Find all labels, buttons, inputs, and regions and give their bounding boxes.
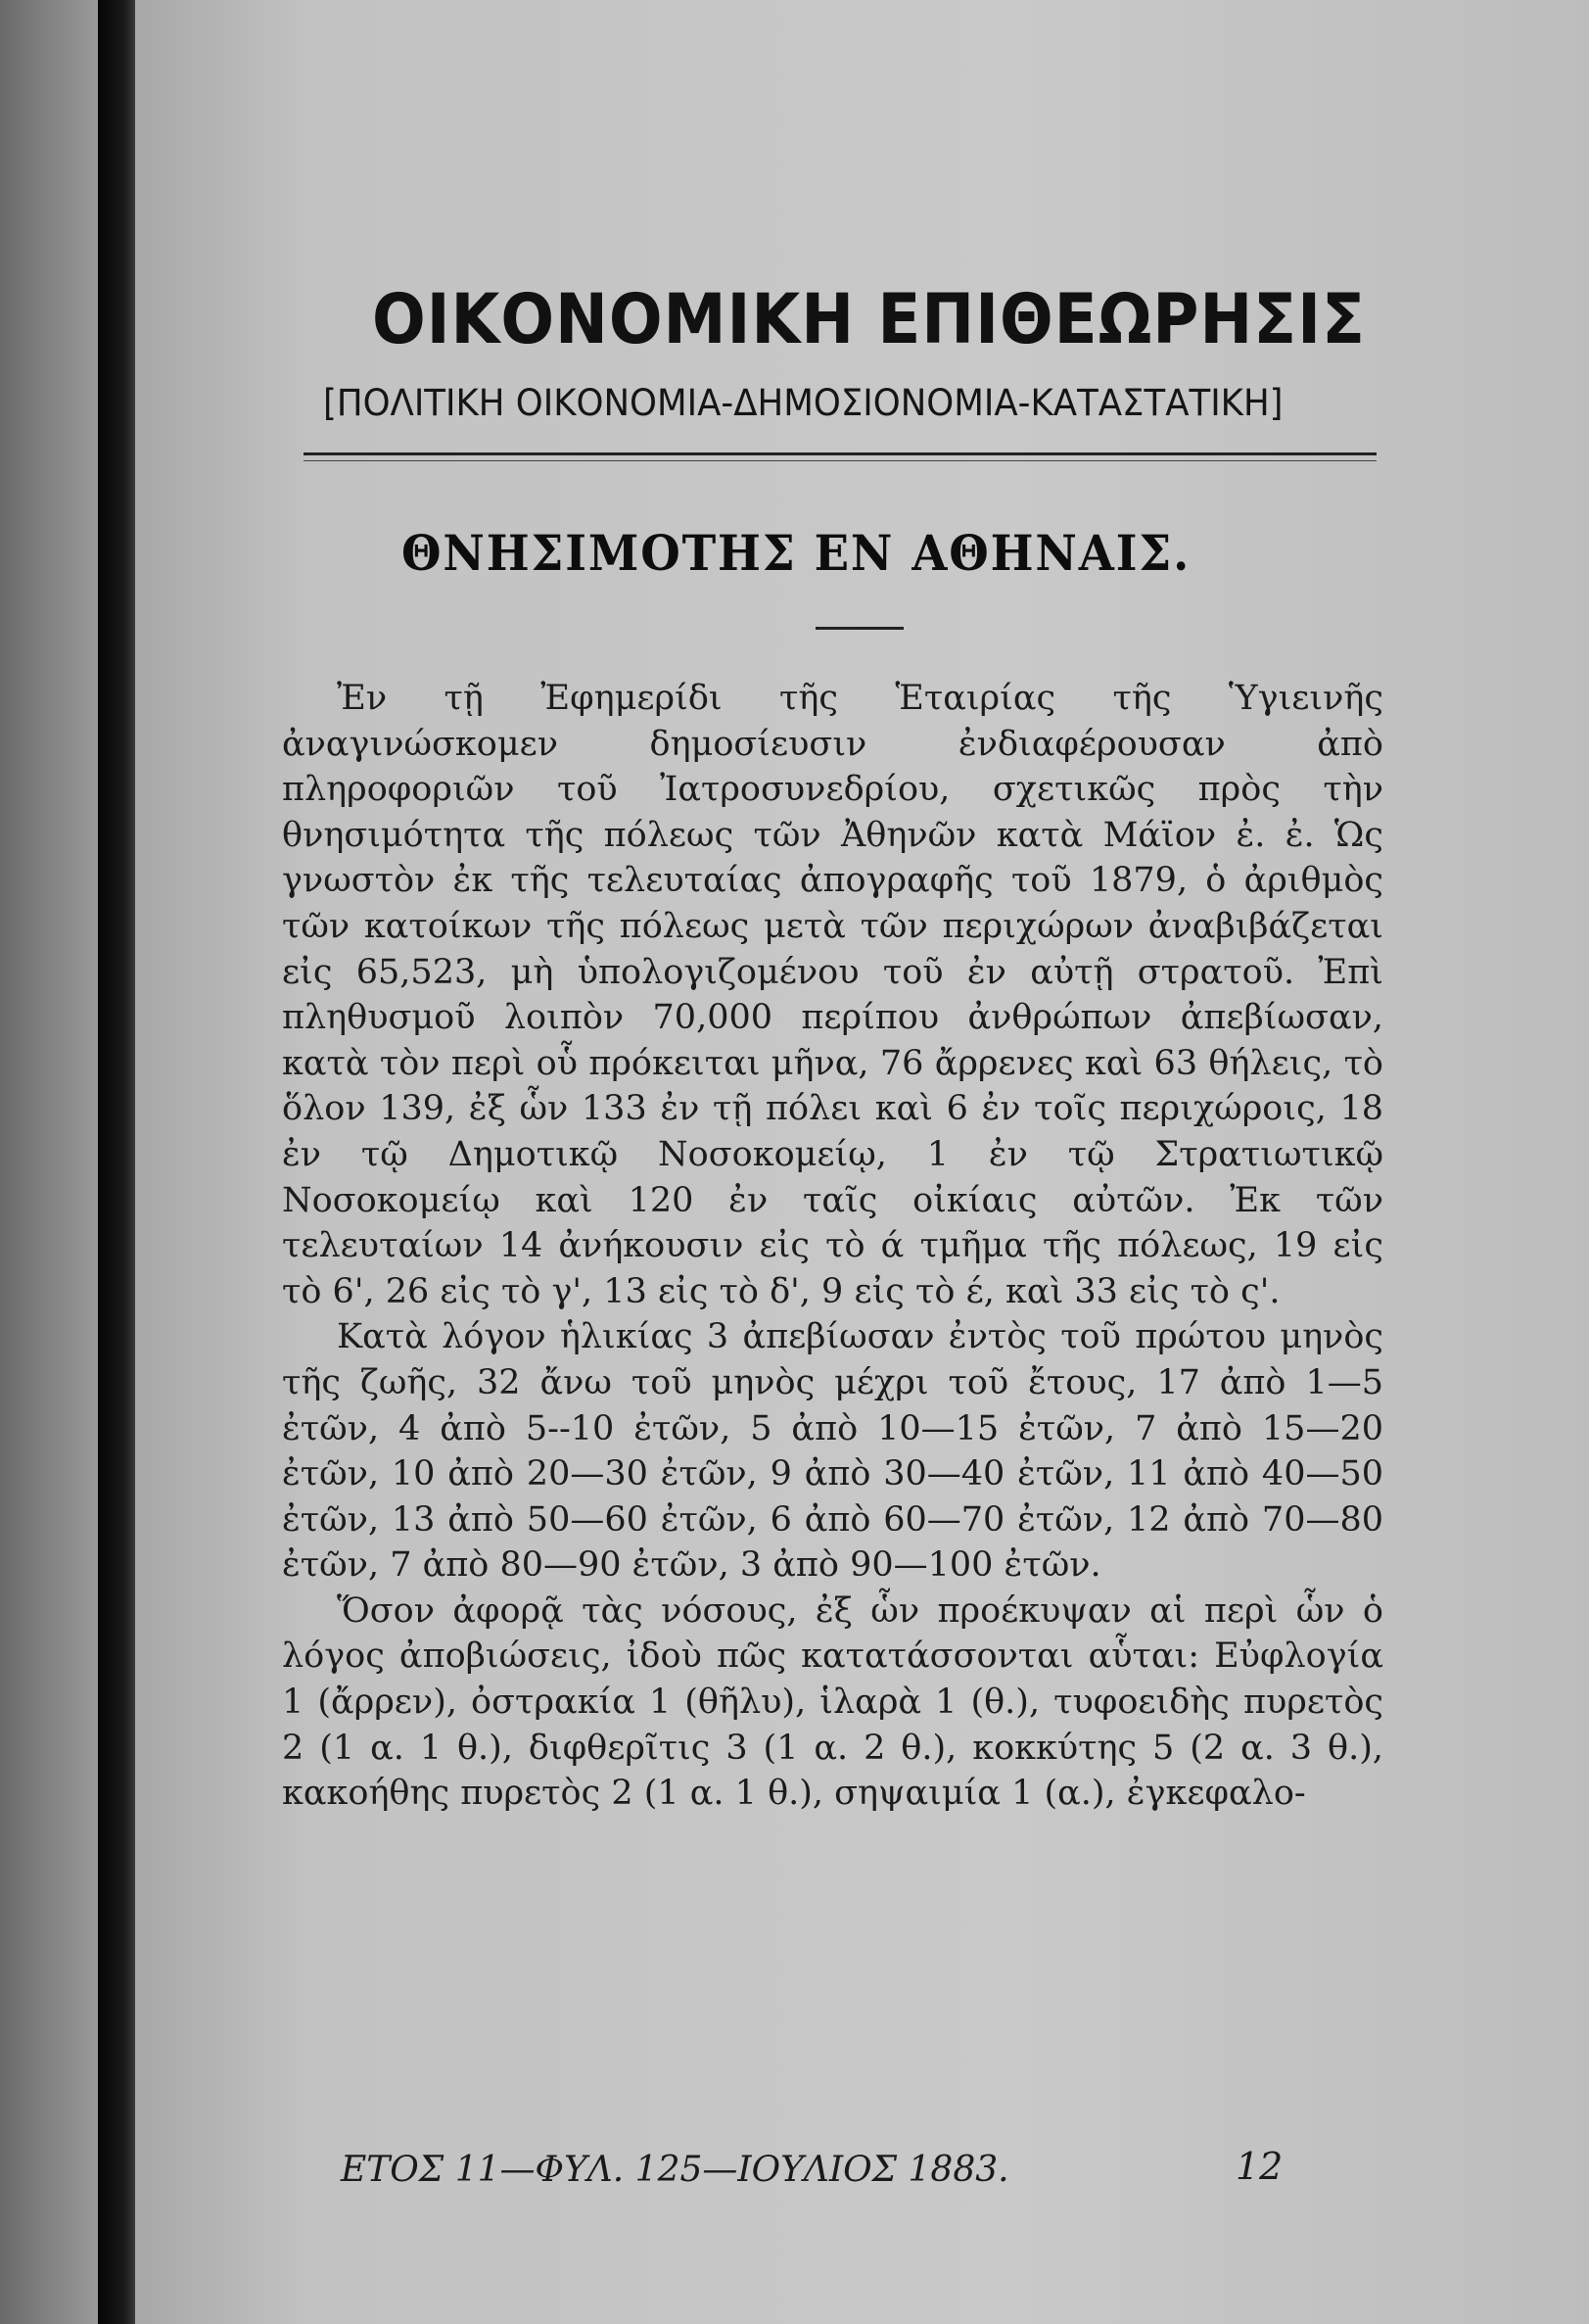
page-number: 12 (1236, 2145, 1284, 2188)
book-binding-edge (98, 0, 135, 2324)
article-paragraph: Ὅσον ἀφορᾷ τὰς νόσους, ἐξ ὧν προέκυψαν αἱ περὶ ὧν ὁ λόγος ἀποβιώσεις, ἰδοὺ πῶς κατατάσσονται αὗται: Εὐφλογία 1 (ἄρρεν), ὀστρακία 1 (θῆλυ), ἱλαρὰ 1 (θ.), τυφοειδὴς πυρετὸς 2 (1 α. 1 θ.), διφθερῖτις 3 (1 α. 2 θ.), κοκκύτης 5 (2 α. 3 θ.), κακοήθης πυρετὸς 2 (1 α. 1 θ.), σηψαιμία 1 (α.), ἐγκεφαλο- (282, 1590, 1383, 1814)
title-divider (816, 627, 904, 630)
article-title: ΘΝΗΣΙΜΟΤΗΣ ΕΝ ΑΘΗΝΑΙΣ. (401, 524, 1192, 582)
article-body (282, 676, 1383, 1817)
article-paragraph: Ἐν τῇ Ἐφημερίδι τῆς Ἑταιρίας τῆς Ὑγιεινῆς ἀναγινώσκομεν δημοσίευσιν ἐνδιαφέρουσαν ἀπὸ πληροφοριῶν τοῦ Ἰατροσυνεδρίου, σχετικῶς πρὸς τὴν θνησιμότητα τῆς πόλεως τῶν Ἀθηνῶν κατὰ Μάϊον ἐ. ἐ. Ὡς γνωστὸν ἐκ τῆς τελευταίας ἀπογραφῆς τοῦ 1879, ὁ ἀριθμὸς τῶν κατοίκων τῆς πόλεως μετὰ τῶν περιχώρων ἀναβιβάζεται εἰς 65,523, μὴ ὑπολογιζομένου τοῦ ἐν αὐτῇ στρατοῦ. Ἐπὶ πληθυσμοῦ λοιπὸν 70,000 περίπου ἀνθρώπων ἀπεβίωσαν, κατὰ τὸν περὶ οὗ πρόκειται μῆνα, 76 ἄρρενες καὶ 63 θήλεις, τὸ ὅλον 139, ἐξ ὧν 133 ἐν τῇ πόλει καὶ 6 ἐν τοῖς περιχώροις, 18 ἐν τῷ Δημοτικῷ Νοσοκομείῳ, 1 ἐν τῷ Στρατιωτικῷ Νοσοκομείῳ καὶ 120 ἐν ταῖς οἰκίαις αὐτῶν. Ἐκ τῶν τελευταίων 14 ἀνήκουσιν εἰς τὸ ά τμῆμα τῆς πόλεως, 19 εἰς τὸ 6', 26 εἰς τὸ γ', 13 εἰς τὸ δ', 9 εἰς τὸ έ, καὶ 33 εἰς τὸ ς'. (282, 679, 1383, 1311)
article-paragraph: Κατὰ λόγον ἡλικίας 3 ἀπεβίωσαν ἐντὸς τοῦ πρώτου μηνὸς τῆς ζωῆς, 32 ἄνω τοῦ μηνὸς μέχρι τοῦ ἔτους, 17 ἀπὸ 1—5 ἐτῶν, 4 ἀπὸ 5--10 ἐτῶν, 5 ἀπὸ 10—15 ἐτῶν, 7 ἀπὸ 15—20 ἐτῶν, 10 ἀπὸ 20—30 ἐτῶν, 9 ἀπὸ 30—40 ἐτῶν, 11 ἀπὸ 40—50 ἐτῶν, 13 ἀπὸ 50—60 ἐτῶν, 6 ἀπὸ 60—70 ἐτῶν, 12 ἀπὸ 70—80 ἐτῶν, 7 ἀπὸ 80—90 ἐτῶν, 3 ἀπὸ 90—100 ἐτῶν. (282, 1317, 1383, 1586)
masthead-title: ΟΙΚΟΝΟΜΙΚΗ ΕΠΙΘΕΩΡΗΣΙΣ (372, 279, 1366, 359)
issue-footer: ΕΤΟΣ 11—ΦΥΛ. 125—ΙΟΥΛΙΟΣ 1883. (341, 2150, 1009, 2190)
masthead-subtitle: [ΠΟΛΙΤΙΚΗ ΟΙΚΟΝΟΜΙΑ-ΔΗΜΟΣΙΟΝΟΜΙΑ-ΚΑΤΑΣΤΑΤΙΚΗ] (323, 382, 1284, 424)
scan-margin (0, 0, 98, 2324)
masthead-rule (304, 452, 1377, 461)
